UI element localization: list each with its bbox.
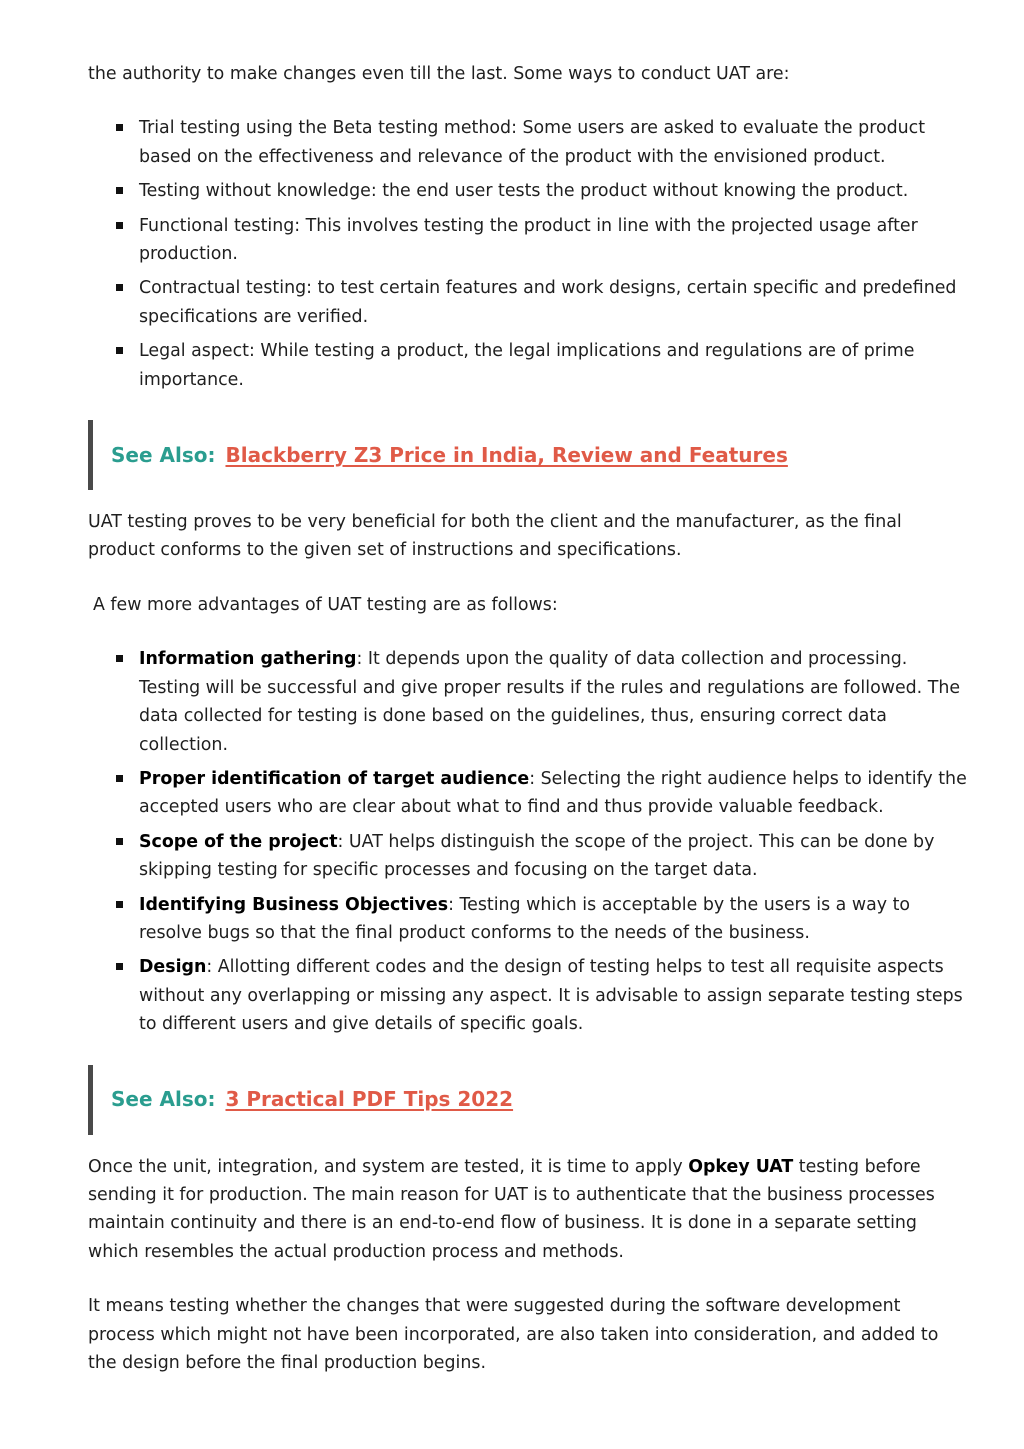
advantage-term: Design (139, 957, 207, 978)
article-body (88, 60, 968, 1377)
opkey-bold: Opkey UAT (688, 1156, 794, 1177)
list-item: Trial testing using the Beta testing method: Some users are asked to evaluate the product based on the effectiveness and relevance of the product with the envisioned product. (139, 114, 968, 171)
see-also-link-blackberry[interactable]: Blackberry Z3 Price in India, Review and Features (225, 442, 788, 467)
advantage-text: : Testing which is acceptable by the users is a way to resolve bugs so that the final product conforms to the needs of the business. (139, 894, 911, 943)
see-also-label: See Also: (111, 442, 216, 467)
advantage-text: : It depends upon the quality of data collection and processing. Testing will be successful and give proper results if the rules and regulations are followed. The data collected for testing is done based on the guidelines, thus, ensuring correct data collection. (139, 649, 961, 755)
see-also-box (88, 1065, 968, 1135)
uat-ways-list (88, 114, 968, 394)
final-paragraph: It means testing whether the changes that were suggested during the software development process which might not have been incorporated, are also taken into consideration, and added to the design before the final production begins. (88, 1296, 939, 1373)
advantages-list (88, 645, 968, 1038)
list-item (139, 828, 968, 885)
advantage-term: Proper identification of target audience (139, 768, 530, 789)
opkey-paragraph (88, 1153, 968, 1267)
list-item: Testing without knowledge: the end user tests the product without knowing the product. (139, 177, 968, 205)
advantages-intro (88, 591, 968, 619)
advantage-term: Scope of the project (139, 831, 338, 852)
advantage-text: : UAT helps distinguish the scope of the project. This can be done by skipping testing for specific processes and focusing on the target data. (139, 831, 935, 881)
advantage-text: : Allotting different codes and the design of testing helps to test all requisite aspects without any overlapping or missing any aspect. It is advisable to assign separate testing steps to different users and give details of specific goals. (139, 957, 963, 1035)
list-item: Legal aspect: While testing a product, the legal implications and regulations are of prime importance. (139, 337, 968, 394)
see-also-link-pdf-tips[interactable]: 3 Practical PDF Tips 2022 (225, 1087, 514, 1112)
see-also-box (88, 420, 968, 490)
intro-paragraph: the authority to make changes even till the last. Some ways to conduct UAT are: (88, 64, 790, 84)
list-item (139, 765, 968, 822)
advantage-term: Identifying Business Objectives (139, 894, 449, 915)
list-item (139, 645, 968, 759)
advantage-text: : Selecting the right audience helps to identify the accepted users who are clear about what to find and thus provide valuable feedback. (139, 768, 967, 818)
list-item: Functional testing: This involves testing the product in line with the projected usage after production. (139, 212, 968, 269)
uat-benefit-paragraph: UAT testing proves to be very beneficial for both the client and the manufacturer, as the final product conforms to the given set of instructions and specifications. (88, 512, 902, 561)
advantage-term: Information gathering (139, 649, 357, 670)
opkey-text-after: testing before sending it for production. The main reason for UAT is to authenticate that the business processes maintain continuity and there is an end-to-end flow of business. It is done in a separate setting which resembles the actual production process and methods. (88, 1156, 935, 1262)
opkey-text-before: Once the unit, integration, and system are tested, it is time to apply (88, 1156, 689, 1177)
see-also-label: See Also: (111, 1087, 216, 1112)
list-item (139, 891, 968, 948)
list-item (139, 953, 968, 1038)
list-item: Contractual testing: to test certain features and work designs, certain specific and predefined specifications are verified. (139, 274, 968, 331)
advantages-intro-text: A few more advantages of UAT testing are as follows: (93, 594, 558, 615)
